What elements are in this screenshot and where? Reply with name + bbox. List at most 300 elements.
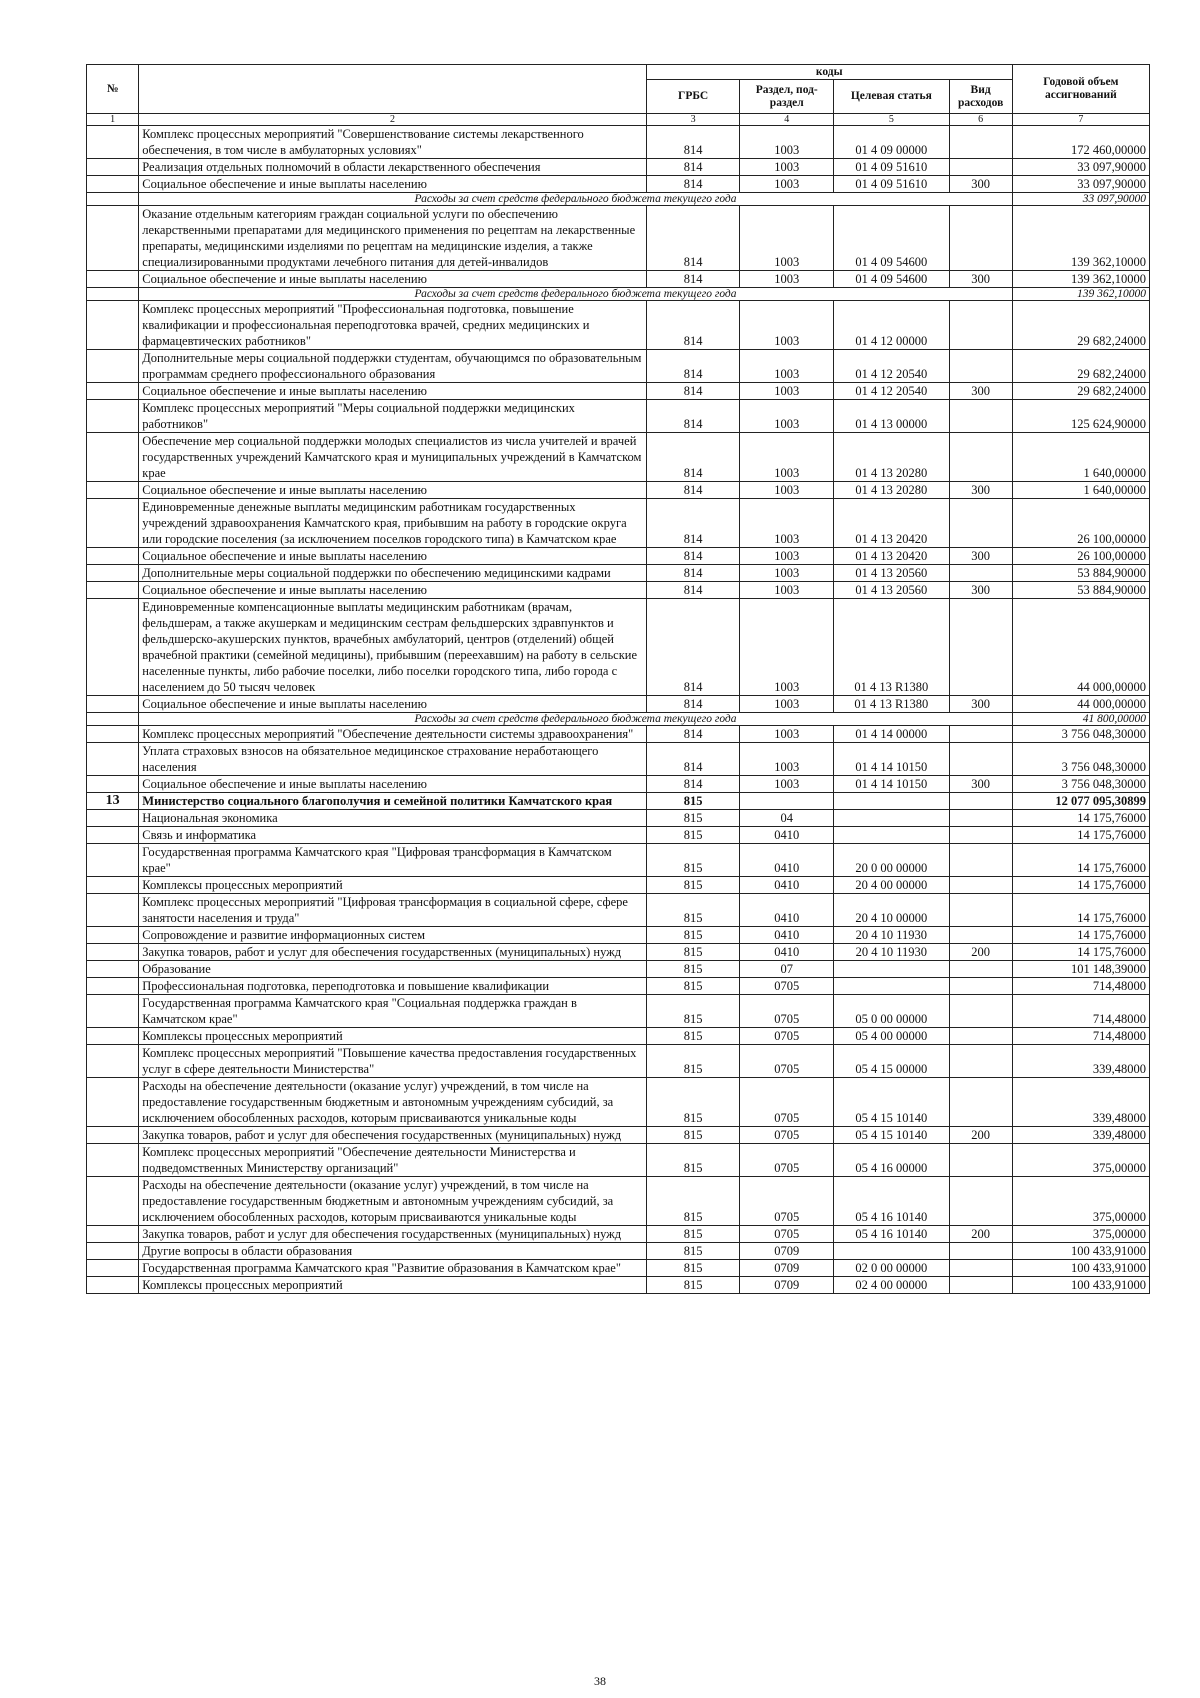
row-number-cell [87, 743, 139, 776]
row-amount-cell: 139 362,10000 [1012, 206, 1149, 271]
row-amount-cell: 14 175,76000 [1012, 827, 1149, 844]
row-section-cell: 1003 [740, 433, 834, 482]
table-row [87, 1144, 1150, 1177]
row-amount-cell: 125 624,90000 [1012, 400, 1149, 433]
row-expense-type-cell [949, 1277, 1012, 1294]
row-grbs-cell: 815 [646, 1226, 740, 1243]
row-number-cell [87, 726, 139, 743]
row-article-cell [834, 793, 949, 810]
row-article-cell: 01 4 12 20540 [834, 383, 949, 400]
row-name-cell: Реализация отдельных полномочий в области лекарственного обеспечения [139, 159, 647, 176]
table-row [87, 776, 1150, 793]
row-grbs-cell: 815 [646, 1045, 740, 1078]
row-section-cell [740, 793, 834, 810]
row-number-cell [87, 400, 139, 433]
federal-budget-row [87, 713, 1150, 726]
row-amount-cell: 101 148,39000 [1012, 961, 1149, 978]
row-article-cell: 20 4 10 00000 [834, 894, 949, 927]
row-number-cell [87, 301, 139, 350]
row-name-cell: Комплекс процессных мероприятий "Повышение качества предоставления государственных услуг в сфере деятельности Министерства" [139, 1045, 647, 1078]
row-name-cell: Связь и информатика [139, 827, 647, 844]
row-amount-cell: 33 097,90000 [1012, 176, 1149, 193]
row-section-cell: 1003 [740, 301, 834, 350]
row-amount-cell: 375,00000 [1012, 1226, 1149, 1243]
row-section-cell: 0709 [740, 1277, 834, 1294]
table-row [87, 1260, 1150, 1277]
row-number-cell [87, 383, 139, 400]
row-name-cell: Комплекс процессных мероприятий "Профессиональная подготовка, повышение квалификации и профессиональная переподготовка врачей, средних медицинских и фармацевтических работников" [139, 301, 647, 350]
row-article-cell: 20 4 00 00000 [834, 877, 949, 894]
row-name-cell: Профессиональная подготовка, переподготовка и повышение квалификации [139, 978, 647, 995]
row-section-cell: 0705 [740, 1045, 834, 1078]
col-number: 7 [1012, 114, 1149, 126]
header-target-article: Целевая статья [834, 80, 949, 114]
row-expense-type-cell [949, 400, 1012, 433]
row-number-cell [87, 776, 139, 793]
row-grbs-cell: 815 [646, 1277, 740, 1294]
row-amount-cell: 339,48000 [1012, 1045, 1149, 1078]
row-expense-type-cell [949, 961, 1012, 978]
row-name-cell: Министерство социального благополучия и семейной политики Камчатского края [139, 793, 647, 810]
row-section-cell: 1003 [740, 159, 834, 176]
row-amount-cell: 14 175,76000 [1012, 877, 1149, 894]
row-article-cell: 01 4 09 51610 [834, 159, 949, 176]
row-expense-type-cell [949, 844, 1012, 877]
row-expense-type-cell: 300 [949, 271, 1012, 288]
row-name-cell: Другие вопросы в области образования [139, 1243, 647, 1260]
row-grbs-cell: 814 [646, 582, 740, 599]
row-article-cell: 01 4 12 20540 [834, 350, 949, 383]
row-expense-type-cell [949, 1078, 1012, 1127]
row-article-cell: 01 4 13 20560 [834, 565, 949, 582]
row-expense-type-cell [949, 877, 1012, 894]
row-section-cell: 1003 [740, 726, 834, 743]
page-number: 38 [594, 1674, 606, 1688]
row-grbs-cell: 814 [646, 548, 740, 565]
row-amount-cell: 375,00000 [1012, 1177, 1149, 1226]
row-expense-type-cell [949, 1243, 1012, 1260]
federal-budget-row [87, 193, 1150, 206]
row-name-cell: Комплекс процессных мероприятий "Меры социальной поддержки медицинских работников" [139, 400, 647, 433]
row-amount-cell: 3 756 048,30000 [1012, 776, 1149, 793]
row-article-cell: 05 4 15 10140 [834, 1127, 949, 1144]
row-article-cell: 02 0 00 00000 [834, 1260, 949, 1277]
row-amount-cell: 29 682,24000 [1012, 301, 1149, 350]
row-expense-type-cell [949, 159, 1012, 176]
row-grbs-cell: 814 [646, 696, 740, 713]
table-row [87, 810, 1150, 827]
row-section-cell: 1003 [740, 696, 834, 713]
table-row [87, 696, 1150, 713]
table-row [87, 126, 1150, 159]
row-name-cell: Дополнительные меры социальной поддержки студентам, обучающимся по образовательным программам среднего профессионального образования [139, 350, 647, 383]
row-number-cell [87, 271, 139, 288]
row-section-cell: 1003 [740, 548, 834, 565]
table-row [87, 176, 1150, 193]
col-number: 3 [646, 114, 740, 126]
row-article-cell [834, 978, 949, 995]
row-grbs-cell: 814 [646, 743, 740, 776]
row-expense-type-cell [949, 1144, 1012, 1177]
row-number-cell [87, 810, 139, 827]
row-amount-cell: 53 884,90000 [1012, 582, 1149, 599]
row-expense-type-cell [949, 995, 1012, 1028]
table-row [87, 582, 1150, 599]
row-article-cell: 05 4 16 10140 [834, 1226, 949, 1243]
row-amount-cell: 53 884,90000 [1012, 565, 1149, 582]
row-section-cell: 0410 [740, 877, 834, 894]
row-section-cell: 0410 [740, 927, 834, 944]
row-number-cell [87, 1243, 139, 1260]
row-grbs-cell: 814 [646, 176, 740, 193]
row-name-cell: Расходы за счет средств федерального бюджета текущего года [139, 288, 1012, 301]
row-section-cell: 1003 [740, 582, 834, 599]
row-article-cell: 01 4 13 R1380 [834, 696, 949, 713]
row-article-cell: 02 4 00 00000 [834, 1277, 949, 1294]
table-row [87, 482, 1150, 499]
col-number: 4 [740, 114, 834, 126]
table-row [87, 877, 1150, 894]
row-number-cell [87, 582, 139, 599]
row-expense-type-cell [949, 599, 1012, 696]
row-grbs-cell: 815 [646, 961, 740, 978]
row-name-cell: Расходы за счет средств федерального бюджета текущего года [139, 713, 1012, 726]
row-amount-cell: 14 175,76000 [1012, 844, 1149, 877]
row-name-cell: Закупка товаров, работ и услуг для обеспечения государственных (муниципальных) нужд [139, 944, 647, 961]
row-name-cell: Комплексы процессных мероприятий [139, 1028, 647, 1045]
table-row [87, 1243, 1150, 1260]
table-row [87, 743, 1150, 776]
row-grbs-cell: 814 [646, 776, 740, 793]
budget-table-sheet [86, 64, 1150, 1294]
row-number-cell [87, 1260, 139, 1277]
row-amount-cell: 139 362,10000 [1012, 288, 1149, 301]
row-grbs-cell: 815 [646, 995, 740, 1028]
row-grbs-cell: 814 [646, 350, 740, 383]
row-amount-cell: 139 362,10000 [1012, 271, 1149, 288]
row-amount-cell: 26 100,00000 [1012, 499, 1149, 548]
column-number-row [87, 114, 1150, 126]
budget-allocations-table [86, 64, 1150, 1294]
table-row [87, 433, 1150, 482]
row-grbs-cell: 815 [646, 1028, 740, 1045]
row-number-cell [87, 1127, 139, 1144]
table-row [87, 1045, 1150, 1078]
row-number-cell [87, 995, 139, 1028]
row-section-cell: 0705 [740, 1028, 834, 1045]
row-expense-type-cell: 300 [949, 383, 1012, 400]
row-article-cell: 01 4 14 00000 [834, 726, 949, 743]
row-amount-cell: 26 100,00000 [1012, 548, 1149, 565]
row-number-cell [87, 1028, 139, 1045]
row-grbs-cell: 815 [646, 1127, 740, 1144]
row-expense-type-cell [949, 350, 1012, 383]
row-number-cell: 13 [87, 793, 139, 810]
header-codes: коды [646, 65, 1012, 80]
row-grbs-cell: 814 [646, 599, 740, 696]
table-row [87, 793, 1150, 810]
row-amount-cell: 14 175,76000 [1012, 810, 1149, 827]
row-number-cell [87, 126, 139, 159]
row-number-cell [87, 844, 139, 877]
header-name-empty [139, 65, 647, 114]
row-amount-cell: 29 682,24000 [1012, 383, 1149, 400]
row-grbs-cell: 815 [646, 978, 740, 995]
row-section-cell: 1003 [740, 599, 834, 696]
row-amount-cell: 33 097,90000 [1012, 193, 1149, 206]
row-amount-cell: 41 800,00000 [1012, 713, 1149, 726]
row-amount-cell: 1 640,00000 [1012, 433, 1149, 482]
table-row [87, 1277, 1150, 1294]
table-row [87, 1177, 1150, 1226]
row-expense-type-cell [949, 206, 1012, 271]
row-article-cell: 01 4 13 00000 [834, 400, 949, 433]
row-grbs-cell: 815 [646, 844, 740, 877]
row-name-cell: Расходы на обеспечение деятельности (оказание услуг) учреждений, в том числе на предоставление государственным бюджетным и автономным учреждениям субсидий, за исключением обособленных расходов, которым присваиваются уникальные коды [139, 1177, 647, 1226]
row-expense-type-cell [949, 793, 1012, 810]
row-name-cell: Комплекс процессных мероприятий "Цифровая трансформация в социальной сфере, сфере занятости населения и труда" [139, 894, 647, 927]
row-expense-type-cell [949, 301, 1012, 350]
row-grbs-cell: 815 [646, 1144, 740, 1177]
row-amount-cell: 14 175,76000 [1012, 894, 1149, 927]
row-expense-type-cell: 300 [949, 582, 1012, 599]
row-name-cell: Национальная экономика [139, 810, 647, 827]
row-number-cell [87, 978, 139, 995]
row-section-cell: 0705 [740, 1177, 834, 1226]
table-row [87, 978, 1150, 995]
row-grbs-cell: 814 [646, 126, 740, 159]
row-article-cell: 01 4 09 54600 [834, 271, 949, 288]
row-grbs-cell: 815 [646, 810, 740, 827]
row-section-cell: 1003 [740, 482, 834, 499]
row-number-cell [87, 713, 139, 726]
row-number-cell [87, 1277, 139, 1294]
row-name-cell: Социальное обеспечение и иные выплаты населению [139, 548, 647, 565]
row-section-cell: 0410 [740, 894, 834, 927]
row-expense-type-cell [949, 433, 1012, 482]
row-name-cell: Социальное обеспечение и иные выплаты населению [139, 271, 647, 288]
row-grbs-cell: 815 [646, 1078, 740, 1127]
row-section-cell: 0705 [740, 1144, 834, 1177]
row-number-cell [87, 1144, 139, 1177]
col-number: 5 [834, 114, 949, 126]
table-row [87, 159, 1150, 176]
col-number: 1 [87, 114, 139, 126]
row-number-cell [87, 1078, 139, 1127]
row-grbs-cell: 814 [646, 433, 740, 482]
table-row [87, 206, 1150, 271]
row-number-cell [87, 176, 139, 193]
row-section-cell: 1003 [740, 565, 834, 582]
row-article-cell: 01 4 09 54600 [834, 206, 949, 271]
row-grbs-cell: 814 [646, 400, 740, 433]
row-expense-type-cell [949, 1177, 1012, 1226]
row-amount-cell: 3 756 048,30000 [1012, 743, 1149, 776]
row-amount-cell: 44 000,00000 [1012, 599, 1149, 696]
row-expense-type-cell [949, 1260, 1012, 1277]
row-article-cell [834, 810, 949, 827]
row-name-cell: Социальное обеспечение и иные выплаты населению [139, 776, 647, 793]
row-amount-cell: 3 756 048,30000 [1012, 726, 1149, 743]
row-expense-type-cell [949, 827, 1012, 844]
row-section-cell: 0709 [740, 1260, 834, 1277]
row-number-cell [87, 927, 139, 944]
row-name-cell: Социальное обеспечение и иные выплаты населению [139, 482, 647, 499]
row-section-cell: 1003 [740, 271, 834, 288]
row-amount-cell: 714,48000 [1012, 1028, 1149, 1045]
row-grbs-cell: 815 [646, 1177, 740, 1226]
row-name-cell: Оказание отдельным категориям граждан социальной услуги по обеспечению лекарственными препаратами для медицинского применения по рецептам на лекарственные препараты, медицинскими изделиями по рецептам на медицинские изделия, а также специализированными продуктами лечебного питания для детей-инвалидов [139, 206, 647, 271]
row-number-cell [87, 1177, 139, 1226]
row-name-cell: Образование [139, 961, 647, 978]
row-article-cell: 01 4 09 51610 [834, 176, 949, 193]
row-amount-cell: 339,48000 [1012, 1127, 1149, 1144]
row-article-cell: 01 4 14 10150 [834, 776, 949, 793]
row-grbs-cell: 814 [646, 565, 740, 582]
row-article-cell: 05 4 16 00000 [834, 1144, 949, 1177]
row-amount-cell: 714,48000 [1012, 978, 1149, 995]
header-grbs: ГРБС [646, 80, 740, 114]
row-name-cell: Социальное обеспечение и иные выплаты населению [139, 383, 647, 400]
table-row [87, 827, 1150, 844]
row-name-cell: Закупка товаров, работ и услуг для обеспечения государственных (муниципальных) нужд [139, 1226, 647, 1243]
row-number-cell [87, 944, 139, 961]
row-amount-cell: 100 433,91000 [1012, 1277, 1149, 1294]
row-expense-type-cell [949, 565, 1012, 582]
row-article-cell: 01 4 09 00000 [834, 126, 949, 159]
row-section-cell: 0410 [740, 844, 834, 877]
col-number: 2 [139, 114, 647, 126]
row-number-cell [87, 482, 139, 499]
table-row [87, 383, 1150, 400]
table-row [87, 726, 1150, 743]
row-grbs-cell: 815 [646, 1260, 740, 1277]
row-number-cell [87, 565, 139, 582]
table-row [87, 927, 1150, 944]
header-section: Раздел, под-раздел [740, 80, 834, 114]
row-expense-type-cell: 300 [949, 482, 1012, 499]
row-number-cell [87, 499, 139, 548]
table-row [87, 548, 1150, 565]
table-row [87, 350, 1150, 383]
row-article-cell: 05 0 00 00000 [834, 995, 949, 1028]
row-grbs-cell: 814 [646, 301, 740, 350]
row-name-cell: Социальное обеспечение и иные выплаты населению [139, 582, 647, 599]
row-grbs-cell: 814 [646, 499, 740, 548]
row-section-cell: 0705 [740, 1127, 834, 1144]
row-name-cell: Социальное обеспечение и иные выплаты населению [139, 696, 647, 713]
row-number-cell [87, 696, 139, 713]
row-section-cell: 0410 [740, 944, 834, 961]
row-expense-type-cell [949, 810, 1012, 827]
row-section-cell: 04 [740, 810, 834, 827]
row-article-cell: 01 4 14 10150 [834, 743, 949, 776]
table-row [87, 1226, 1150, 1243]
row-grbs-cell: 815 [646, 793, 740, 810]
row-amount-cell: 172 460,00000 [1012, 126, 1149, 159]
row-expense-type-cell [949, 1045, 1012, 1078]
table-row [87, 301, 1150, 350]
row-number-cell [87, 961, 139, 978]
row-section-cell: 0705 [740, 995, 834, 1028]
row-article-cell: 20 4 10 11930 [834, 927, 949, 944]
row-name-cell: Дополнительные меры социальной поддержки по обеспечению медицинскими кадрами [139, 565, 647, 582]
row-article-cell [834, 961, 949, 978]
row-expense-type-cell: 300 [949, 548, 1012, 565]
row-expense-type-cell: 300 [949, 776, 1012, 793]
row-number-cell [87, 599, 139, 696]
row-expense-type-cell [949, 743, 1012, 776]
row-grbs-cell: 815 [646, 944, 740, 961]
row-name-cell: Комплекс процессных мероприятий "Совершенствование системы лекарственного обеспечения, в том числе в амбулаторных условиях" [139, 126, 647, 159]
row-number-cell [87, 206, 139, 271]
row-grbs-cell: 815 [646, 1243, 740, 1260]
table-row [87, 271, 1150, 288]
row-number-cell [87, 827, 139, 844]
row-expense-type-cell: 300 [949, 696, 1012, 713]
row-name-cell: Обеспечение мер социальной поддержки молодых специалистов из числа учителей и врачей государственных учреждений Камчатского края и муниципальных учреждений в Камчатском крае [139, 433, 647, 482]
row-amount-cell: 44 000,00000 [1012, 696, 1149, 713]
row-article-cell: 01 4 13 20280 [834, 433, 949, 482]
row-grbs-cell: 814 [646, 482, 740, 499]
row-article-cell: 05 4 15 10140 [834, 1078, 949, 1127]
row-article-cell: 05 4 15 00000 [834, 1045, 949, 1078]
row-grbs-cell: 815 [646, 894, 740, 927]
row-number-cell [87, 894, 139, 927]
row-amount-cell: 100 433,91000 [1012, 1260, 1149, 1277]
row-section-cell: 1003 [740, 126, 834, 159]
row-article-cell [834, 1243, 949, 1260]
row-amount-cell: 14 175,76000 [1012, 927, 1149, 944]
row-number-cell [87, 350, 139, 383]
row-section-cell: 0410 [740, 827, 834, 844]
row-grbs-cell: 815 [646, 877, 740, 894]
row-expense-type-cell: 300 [949, 176, 1012, 193]
row-grbs-cell: 815 [646, 927, 740, 944]
row-number-cell [87, 548, 139, 565]
row-expense-type-cell [949, 927, 1012, 944]
table-row [87, 1078, 1150, 1127]
row-section-cell: 1003 [740, 776, 834, 793]
table-row [87, 844, 1150, 877]
row-article-cell: 01 4 12 00000 [834, 301, 949, 350]
row-expense-type-cell [949, 978, 1012, 995]
row-article-cell: 01 4 13 20420 [834, 548, 949, 565]
col-number: 6 [949, 114, 1012, 126]
row-grbs-cell: 814 [646, 383, 740, 400]
row-article-cell: 01 4 13 20560 [834, 582, 949, 599]
row-section-cell: 0705 [740, 1226, 834, 1243]
row-article-cell: 20 0 00 00000 [834, 844, 949, 877]
table-row [87, 1127, 1150, 1144]
row-section-cell: 0705 [740, 1078, 834, 1127]
row-amount-cell: 14 175,76000 [1012, 944, 1149, 961]
table-row [87, 944, 1150, 961]
federal-budget-row [87, 288, 1150, 301]
row-amount-cell: 714,48000 [1012, 995, 1149, 1028]
row-amount-cell: 100 433,91000 [1012, 1243, 1149, 1260]
row-amount-cell: 29 682,24000 [1012, 350, 1149, 383]
row-number-cell [87, 1226, 139, 1243]
row-number-cell [87, 433, 139, 482]
row-section-cell: 1003 [740, 350, 834, 383]
row-article-cell: 01 4 13 20420 [834, 499, 949, 548]
row-section-cell: 0705 [740, 978, 834, 995]
row-name-cell: Государственная программа Камчатского края "Цифровая трансформация в Камчатском крае" [139, 844, 647, 877]
row-grbs-cell: 814 [646, 206, 740, 271]
row-section-cell: 07 [740, 961, 834, 978]
row-expense-type-cell: 200 [949, 1226, 1012, 1243]
